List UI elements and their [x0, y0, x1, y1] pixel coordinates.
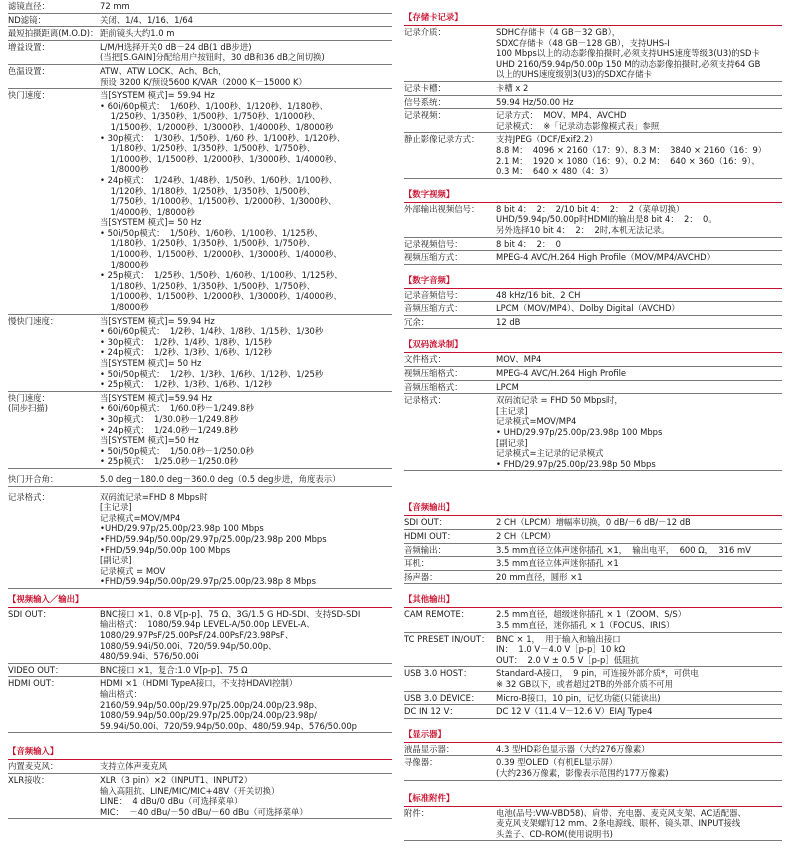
spec-value: Micro-B接口，10 pin，记忆功能(只能读出)	[496, 692, 661, 703]
spec-value: Standard-A接口， 9 pin，可连接外部介质*，可供电 ※ 32 GB以下，或者超过2TB的外部介质不可用	[496, 668, 699, 689]
spec-value: BNC接口 ×1、0.8 V[p-p]、75 Ω、3G/1.5 G HD-SDI、支持SD-SDI 输出格式： 1080/59.94p LEVEL-A/50.00p LEVEL-A、 1080/29.97PsF/25.00PsF/24.00PsF/23.98PsF、 1080/59.94i/50.00i、720/59.94p/50.00p、 480/59.94i、576/50.00i	[100, 608, 361, 662]
spec-label: 记录卡槽：	[404, 82, 446, 93]
spec-row	[404, 807, 782, 842]
spec-row	[8, 774, 392, 819]
spec-value: BNC接口 ×1，复合:1.0 V[p-p]、75 Ω	[100, 664, 248, 675]
spec-row	[404, 743, 782, 757]
spec-value: XLR（3 pin）×2（INPUT1、INPUT2） 输入高阻抗、LINE/MIC/MIC+48V（开关切换） LINE： 4 dBu/0 dBu（可选择菜单） MIC： －40 dBu/－50 dBu/－60 dBu（可选择菜单）	[100, 775, 308, 817]
spec-label: 快门速度： (同步扫描)	[8, 392, 50, 414]
section-heading: 【视频输入／输出】	[8, 589, 392, 608]
spec-row	[404, 367, 782, 381]
spec-row	[8, 41, 392, 65]
spec-row	[404, 251, 782, 265]
spec-row	[8, 315, 392, 392]
spec-label: 外部输出视频信号：	[404, 203, 480, 214]
spec-value: 3.5 mm直径立体声迷你插孔 ×1	[496, 558, 619, 569]
spec-label: SDI OUT：	[8, 608, 52, 619]
spec-label: 增益设置：	[8, 41, 50, 52]
spec-row	[8, 65, 392, 89]
spec-label: USB 3.0 DEVICE：	[404, 692, 480, 703]
spec-row	[404, 544, 782, 558]
spec-value: 2 CH（LPCM）增幅率切换，0 dB/－6 dB/－12 dB	[496, 517, 691, 528]
spec-row	[404, 667, 782, 691]
spec-value: 电池(品号:VW-VBD58)、肩带、充电器、麦克风支架、AC适配器、 麦克风支架螺钉12 mm、2条电源线、眼杯、镜头罩、INPUT接线 头盖子、CD-ROM(使用说明书)	[496, 807, 746, 839]
spec-row	[404, 394, 782, 471]
spec-value: 48 kHz/16 bit、2 CH	[496, 289, 581, 300]
spec-label: ND滤镜：	[8, 14, 46, 25]
spec-row	[8, 608, 392, 664]
spec-value: 卡槽 x 2	[496, 82, 529, 93]
spec-row	[404, 633, 782, 668]
spec-row	[8, 89, 392, 314]
spacer	[404, 781, 782, 788]
spec-label: TC PRESET IN/OUT：	[404, 633, 490, 644]
spec-value: 距前镜头大约1.0 m	[100, 28, 175, 39]
spec-value: 59.94 Hz/50.00 Hz	[496, 96, 574, 107]
spec-value: 记录方式： MOV、MP4、AVCHD 记录模式： ※「记录动态影像模式表」参照	[496, 110, 660, 131]
spec-row	[404, 238, 782, 252]
spec-row	[404, 571, 782, 585]
spec-value: SDHC存储卡（4 GB－32 GB）， SDXC存储卡（48 GB－128 GB），支持UHS-I 100 Mbps以上的动态影像拍摄时,必须支持UHS速度等级3(U3)的SD卡 UHD 2160/59.94p/50.00p 150 M的动态影像拍摄时,必须支持64 GB 以上的UHS速度级别3(U3)的SDXC存储卡	[496, 27, 761, 80]
spec-row	[404, 516, 782, 530]
spec-value: 双码流记录=FHD 8 Mbps时 [主记录] 记录模式=MOV/MP4 •UHD/29.97p/25.00p/23.98p 100 Mbps •FHD/59.94p/50.00p/29.97p/25.00p/23.98p 200 Mbps •FHD/59.94p/50.00p 100 Mbps [副记录] 记录模式 = MOV •FHD/59.94p/50.00p/29.97p/25.00p/23.98p 8 Mbps	[100, 491, 327, 587]
spec-row	[404, 82, 782, 96]
spec-row	[404, 316, 782, 330]
spec-label: DC IN 12 V：	[404, 706, 458, 717]
spec-row	[404, 530, 782, 544]
spec-row	[404, 26, 782, 82]
spec-value: 2 CH（LPCM）	[496, 531, 556, 541]
section-heading: 【双码流录制】	[404, 334, 782, 353]
spec-label: 记录格式：	[8, 491, 50, 502]
spec-label: 扬声器：	[404, 571, 438, 582]
spec-row	[8, 760, 392, 774]
spec-row	[8, 14, 392, 28]
spec-value: 4.3 型HD彩色显示器（大约276万像素）	[496, 743, 650, 754]
spec-label: 记录介质：	[404, 27, 446, 37]
spec-value: 双码流记录 = FHD 50 Mbps时， [主记录] 记录模式=MOV/MP4 • UHD/29.97p/25.00p/23.98p 100 Mbps [副记录] 记录模式=主记录的记录模式 • FHD/29.97p/25.00p/23.98p 50 Mbps	[496, 395, 663, 469]
spec-label: 记录格式：	[404, 395, 446, 406]
spec-value: 72 mm	[100, 1, 130, 11]
spec-row	[404, 381, 782, 395]
spec-label: 快门开合角：	[8, 473, 59, 484]
spec-label: 附件：	[404, 807, 430, 818]
spec-row	[404, 705, 782, 719]
spec-row	[8, 664, 392, 678]
spec-row	[8, 677, 392, 733]
spec-label: 视频压缩格式：	[404, 368, 463, 379]
spec-label: 色温设置：	[8, 65, 50, 76]
spec-label: 液晶显示器：	[404, 743, 455, 754]
spec-label: HDMI OUT：	[8, 678, 60, 689]
spec-label: 最短拍摄距离(M.O.D)：	[8, 28, 99, 39]
spec-row	[8, 491, 392, 589]
spec-value: 8 bit 4： 2： 2/10 bit 4： 2： 2（菜单切换） UHD/59.94p/50.00p时HDMI的输出是8 bit 4： 2： 0。 另外选择10 bit 4： 2： 2时,本机无法记录。	[496, 203, 717, 235]
spec-row	[8, 392, 392, 469]
spec-value: 0.39 型OLED（有机EL显示屏） (大约236万像素，影像表示范围约177万像素)	[496, 757, 669, 778]
spec-label: USB 3.0 HOST：	[404, 668, 472, 679]
spec-row	[8, 473, 392, 487]
spec-label: 音频压缩格式：	[404, 381, 463, 392]
spec-label: 内置麦克风：	[8, 761, 59, 772]
spec-label: 冗余：	[404, 316, 430, 327]
section-heading: 【其他输出】	[404, 589, 782, 608]
spec-value: 20 mm直径，圆形 ×1	[496, 571, 583, 582]
section-heading: 【音频输出】	[404, 497, 782, 516]
spec-row	[404, 756, 782, 780]
spacer	[8, 733, 392, 741]
spec-label: 慢快门速度：	[8, 315, 59, 326]
spec-label: CAM REMOTE：	[404, 609, 470, 620]
spec-value: L/M/H选择开关0 dB－24 dB(1 dB步进) (当把[S.GAIN]分配给用户按钮时，30 dB和36 dB之间切换)	[100, 41, 325, 63]
spec-row	[404, 289, 782, 303]
spec-value: 3.5 mm直径立体声迷你插孔 ×1， 输出电平， 600 Ω， 316 mV	[496, 544, 751, 555]
spec-row	[404, 353, 782, 367]
spec-value: 5.0 deg－180.0 deg－360.0 deg（0.5 deg步进，角度表示）	[100, 473, 341, 484]
section-heading: 【音频输入】	[8, 741, 392, 760]
spec-row	[404, 557, 782, 571]
section-heading: 【存储卡记录】	[404, 7, 782, 26]
spec-label: 文件格式：	[404, 354, 446, 365]
spec-label: 记录音频信号：	[404, 289, 463, 300]
spec-label: HDMI OUT：	[404, 531, 456, 541]
spec-value: 支持JPEG（DCF/Exif2.2） 8.8 M： 4096 × 2160（17：9）、8.3 M： 3840 × 2160（16：9） 2.1 M： 1920 × 1080（16：9）、0.2 M： 640 × 360（16：9）、 0.3 M： 640 × 480（4：3）	[496, 134, 767, 177]
spec-row	[404, 608, 782, 632]
spec-label: VIDEO OUT：	[8, 664, 64, 675]
spec-value: 当[SYSTEM 模式]= 59.94 Hz • 60i/60p模式： 1/2秒、1/4秒、1/8秒、1/15秒、1/30秒 • 30p模式： 1/2秒、1/4秒、1/8秒、1/15秒 • 24p模式： 1/2秒、1/3秒、1/6秒、1/12秒 当[SYSTEM 模式]= 50 Hz • 50i/50p模式： 1/2秒、1/3秒、1/6秒、1/12秒、1/25秒 • 25p模式： 1/2秒、1/3秒、1/6秒、1/12秒	[100, 315, 324, 390]
spec-label: 寻像器：	[404, 757, 438, 768]
spec-value: LPCM	[496, 381, 519, 392]
spec-row	[404, 302, 782, 316]
spec-value: 8 bit 4： 2： 0	[496, 238, 561, 249]
section-heading: 【显示器】	[404, 724, 782, 743]
spec-value: 当[SYSTEM 模式]=59.94 Hz • 60i/60p模式： 1/60.0秒－1/249.8秒 • 30p模式： 1/30.0秒－1/249.8秒 • 24p模式： 1/24.0秒－1/249.8秒 当[SYSTEM 模式]=50 Hz • 50i/50p模式： 1/50.0秒－1/250.0秒 • 25p模式： 1/25.0秒－1/250.0秒	[100, 392, 254, 467]
spec-value: MPEG-4 AVC/H.264 High Profile	[496, 368, 627, 379]
spec-value: 关闭、1/4、1/16、1/64	[100, 14, 193, 25]
spec-label: 耳机：	[404, 558, 430, 569]
spec-value: 2.5 mm直径，超级迷你插孔 × 1（ZOOM、S/S） 3.5 mm直径，迷你插孔 × 1（FOCUS、IRIS）	[496, 609, 687, 630]
section-heading: 【数字音频】	[404, 270, 782, 289]
spacer	[404, 471, 782, 497]
spec-label: 记录视频：	[404, 110, 446, 121]
spec-label: 信号系统：	[404, 96, 446, 107]
right-spec-column	[404, 0, 782, 841]
spec-row	[404, 203, 782, 238]
spacer	[404, 0, 782, 7]
spec-label: 快门速度：	[8, 90, 50, 101]
left-spec-column	[8, 0, 392, 819]
spec-label: 静止影像记录方式：	[404, 134, 480, 145]
spec-row	[8, 0, 392, 14]
section-heading: 【数字视频】	[404, 184, 782, 203]
spec-label: SDI OUT：	[404, 517, 448, 528]
spec-value: BNC × 1， 用于输入和输出接口 IN： 1.0 V－4.0 V［p-p］10 kΩ OUT： 2.0 V ± 0.5 V［p-p］低阻抗	[496, 633, 639, 665]
spec-label: XLR接收：	[8, 775, 50, 785]
spec-row	[8, 27, 392, 41]
spec-value: 12 dB	[496, 316, 521, 327]
spec-label: 音频输出：	[404, 544, 446, 555]
spec-value: MOV、MP4	[496, 354, 542, 365]
section-heading: 【标准附件】	[404, 788, 782, 807]
spec-value: MPEG-4 AVC/H.264 High Profile（MOV/MP4/AVCHD）	[496, 252, 715, 263]
spec-label: 记录视频信号：	[404, 238, 463, 249]
spec-value: DC 12 V（11.4 V－12.6 V）EIAJ Type4	[496, 706, 653, 717]
spec-value: 当[SYSTEM 模式]= 59.94 Hz • 60i/60p模式： 1/60秒、1/100秒、1/120秒、1/180秒、 1/250秒、1/350秒、1/500秒、1/750秒、1/1000秒、 1/1500秒、1/2000秒、1/3000秒、1/4000秒、1/8000秒 • 30p模式： 1/30秒、1/50秒、1/60 秒、1/100秒、1/120秒、 1/180秒、1/250秒、1/350秒、1/500秒、1/750秒、 1/1000秒、1/1500秒、1/2000秒、1/3000秒、1/4000秒、 1/8000秒 • 24p模式： 1/24秒、1/48秒、1/50秒、1/60秒、1/100秒、 1/120秒、1/180秒、1/250秒、1/350秒、1/500秒、 1/750秒、1/1000秒、1/1500秒、1/2000秒、1/3000秒、 1/4000秒、1/8000秒 当[SYSTEM 模式]= 50 Hz • 50i/50p模式： 1/50秒、1/60秒、1/100秒、1/125秒、 1/180秒、1/250秒、1/350秒、1/500秒、1/750秒、 1/1000秒、1/1500秒、1/2000秒、1/3000秒、1/4000秒、 1/8000秒 • 25p模式： 1/25秒、1/50秒、1/60秒、1/100秒、1/125秒、 1/180秒、1/250秒、1/350秒、1/500秒、1/750秒、 1/1000秒、1/1500秒、1/2000秒、1/3000秒、1/4000秒、 1/8000秒	[100, 90, 346, 313]
spec-row	[404, 109, 782, 133]
spec-row	[404, 96, 782, 110]
spec-row	[404, 692, 782, 706]
spec-value: HDMI ×1（HDMI TypeA接口，不支持HDAVI控制） 输出格式： 2160/59.94p/50.00p/29.97p/25.00p/24.00p/23.98p、 1080/59.94p/50.00p/29.97p/25.00p/24.00p/23.98p/ 59.94i/50.00i、720/59.94p/50.00p、480/59.94p、576/50.00p	[100, 678, 357, 731]
spec-value: ATW、ATW LOCK、Ach、Bch， 预设 3200 K/预设5600 K/VAR（2000 K－15000 K）	[100, 65, 307, 87]
spec-label: 音频压缩方式：	[404, 303, 463, 314]
spec-label: 视频压缩方式：	[404, 252, 463, 263]
spec-value: LPCM（MOV/MP4）、Dolby Digital（AVCHD）	[496, 303, 680, 314]
spec-value: 支持立体声麦克风	[100, 761, 167, 772]
spec-row	[404, 133, 782, 178]
spec-label: 滤镜直径：	[8, 1, 50, 11]
